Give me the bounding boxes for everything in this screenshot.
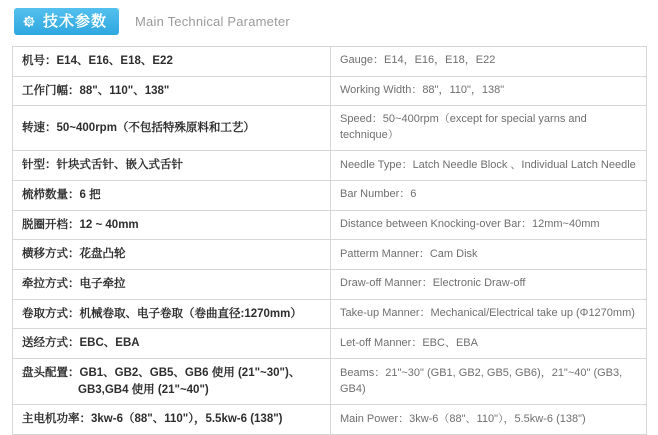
table-row <box>13 151 647 181</box>
table-row <box>13 358 647 404</box>
spec-label-en: Draw-off Manner：Electronic Draw-off <box>331 269 647 299</box>
spec-label-cn: 横移方式：花盘凸轮 <box>13 240 331 270</box>
spec-label-en: Working Width：88"，110"，138" <box>331 76 647 106</box>
spec-label-cn: 送经方式：EBC、EBA <box>13 329 331 359</box>
spec-label-cn: 牵拉方式：电子牵拉 <box>13 269 331 299</box>
spec-label-en: Patterm Manner：Cam Disk <box>331 240 647 270</box>
spec-label-cn: 工作门幅：88"、110"、138" <box>13 76 331 106</box>
spec-table <box>12 46 647 435</box>
spec-label-cn <box>13 358 331 404</box>
table-row <box>13 210 647 240</box>
gear-icon <box>23 15 36 28</box>
table-row <box>13 269 647 299</box>
table-row <box>13 47 647 77</box>
header-badge <box>14 8 119 35</box>
table-row <box>13 76 647 106</box>
spec-label-en: Gauge：E14，E16，E18，E22 <box>331 47 647 77</box>
spec-label-en: Distance between Knocking-over Bar：12mm~40mm <box>331 210 647 240</box>
spec-label-cn: 脱圈开档：12 ~ 40mm <box>13 210 331 240</box>
page-title-en: Main Technical Parameter <box>135 13 290 29</box>
spec-label-en: Needle Type：Latch Needle Block 、Individual Latch Needle <box>331 151 647 181</box>
spec-label-en: Bar Number：6 <box>331 180 647 210</box>
table-row <box>13 405 647 435</box>
spec-label-cn: 梳栉数量：6 把 <box>13 180 331 210</box>
spec-label-cn: 针型：针块式舌针、嵌入式舌针 <box>13 151 331 181</box>
spec-label-cn-line1: 盘头配置：GB1、GB2、GB5、GB6 使用 (21"~30")、 <box>22 366 301 379</box>
spec-table-container <box>12 46 646 435</box>
spec-label-en: Take-up Manner：Mechanical/Electrical take up (Φ1270mm) <box>331 299 647 329</box>
spec-label-en: Main Power：3kw-6（88"、110"），5.5kw-6 (138") <box>331 405 647 435</box>
table-row <box>13 180 647 210</box>
table-row <box>13 299 647 329</box>
table-row <box>13 106 647 151</box>
spec-label-cn: 卷取方式：机械卷取、电子卷取（卷曲直径:1270mm） <box>13 299 331 329</box>
spec-label-cn-line2: GB3,GB4 使用 (21"~40") <box>78 383 209 396</box>
spec-label-cn: 主电机功率：3kw-6（88"、110"），5.5kw-6 (138") <box>13 405 331 435</box>
page-header <box>0 0 658 42</box>
spec-label-en: Let-off Manner：EBC、EBA <box>331 329 647 359</box>
page-title-cn: 技术参数 <box>43 12 108 30</box>
spec-label-cn: 机号：E14、E16、E18、E22 <box>13 47 331 77</box>
spec-label-en: Beams：21"~30" (GB1, GB2, GB5, GB6)，21"~40" (GB3, GB4) <box>331 358 647 404</box>
spec-label-en: Speed：50~400rpm（except for special yarns and technique） <box>331 106 647 151</box>
table-row <box>13 240 647 270</box>
spec-label-cn: 转速：50~400rpm（不包括特殊原料和工艺） <box>13 106 331 151</box>
table-row <box>13 329 647 359</box>
